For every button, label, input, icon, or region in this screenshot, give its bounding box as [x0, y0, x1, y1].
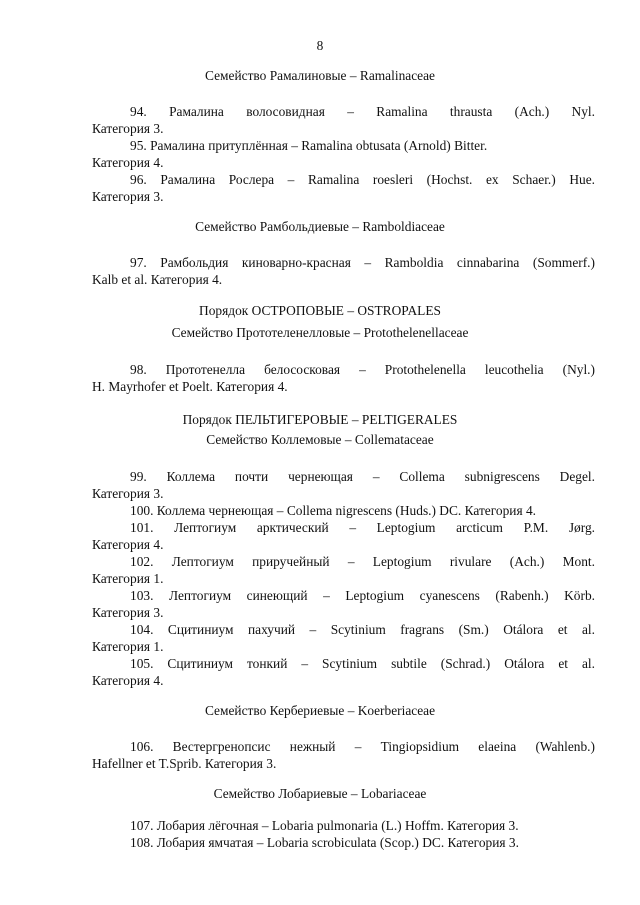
entry-106-line1: 106. Вестергренопсис нежный – Tingiopsidium elaeina (Wahlenb.) — [130, 739, 595, 754]
entry-103-line1: 103. Лептогиум синеющий – Leptogium cyanescens (Rabenh.) Körb. — [130, 588, 595, 603]
entry-95-line1: 95. Рамалина притуплённая – Ramalina obtusata (Arnold) Bitter. — [130, 138, 488, 153]
entry-101-line2: Категория 4. — [92, 537, 164, 552]
entry-102-line2: Категория 1. — [92, 571, 164, 586]
entry-103-line2: Категория 3. — [92, 605, 164, 620]
order-heading-ostropales: Порядок ОСТРОПОВЫЕ – OSTROPALES — [199, 303, 441, 318]
section-heading-ramboldiaceae: Семейство Рамбольдиевые – Ramboldiaceae — [195, 219, 445, 234]
section-heading-collemataceae: Семейство Коллемовые – Collemataceae — [206, 432, 434, 447]
page-number: 8 — [316, 38, 324, 53]
section-heading-koerberiaceae: Семейство Кербериевые – Koerberiaceae — [204, 703, 436, 718]
entry-105-line1: 105. Сцитиниум тонкий – Scytinium subtile (Schrad.) Otálora et al. — [130, 656, 595, 671]
section-heading-protothelenellaceae: Семейство Прототеленелловые – Protothelenellaceae — [171, 325, 469, 340]
entry-97-line1: 97. Рамбольдия киноварно-красная – Ramboldia cinnabarina (Sommerf.) — [130, 255, 595, 270]
entry-104-line1: 104. Сцитиниум пахучий – Scytinium fragrans (Sm.) Otálora et al. — [130, 622, 595, 637]
entry-100-line1: 100. Коллема чернеющая – Collema nigrescens (Huds.) DC. Категория 4. — [130, 503, 537, 518]
entry-108-line1: 108. Лобария ямчатая – Lobaria scrobiculata (Scop.) DC. Категория 3. — [130, 835, 519, 850]
entry-98-line1: 98. Прототенелла белососковая – Protothelenella leucothelia (Nyl.) — [130, 362, 595, 377]
entry-94-line2: Категория 3. — [92, 121, 164, 136]
entry-96-line2: Категория 3. — [92, 189, 164, 204]
entry-96-line1: 96. Рамалина Рослера – Ramalina roesleri (Hochst. ex Schaer.) Hue. — [130, 172, 595, 187]
order-heading-peltigerales: Порядок ПЕЛЬТИГЕРОВЫЕ – PELTIGERALES — [182, 412, 458, 427]
entry-104-line2: Категория 1. — [92, 639, 164, 654]
entry-102-line1: 102. Лептогиум приручейный – Leptogium rivulare (Ach.) Mont. — [130, 554, 595, 569]
entry-98-line2: H. Mayrhofer et Poelt. Категория 4. — [92, 379, 288, 394]
entry-105-line2: Категория 4. — [92, 673, 164, 688]
entry-99-line1: 99. Коллема почти чернеющая – Collema subnigrescens Degel. — [130, 469, 595, 484]
entry-95-line2: Категория 4. — [92, 155, 164, 170]
section-heading-ramalinaceae: Семейство Рамалиновые – Ramalinaceae — [205, 68, 435, 83]
entry-106-line2: Hafellner et T.Sprib. Категория 3. — [92, 756, 277, 771]
entry-101-line1: 101. Лептогиум арктический – Leptogium arcticum P.M. Jørg. — [130, 520, 595, 535]
section-heading-lobariaceae: Семейство Лобариевые – Lobariaceae — [213, 786, 427, 801]
entry-99-line2: Категория 3. — [92, 486, 164, 501]
entry-94-line1: 94. Рамалина волосовидная – Ramalina thrausta (Ach.) Nyl. — [130, 104, 595, 119]
entry-97-line2: Kalb et al. Категория 4. — [92, 272, 223, 287]
entry-107-line1: 107. Лобария лёгочная – Lobaria pulmonaria (L.) Hoffm. Категория 3. — [130, 818, 519, 833]
